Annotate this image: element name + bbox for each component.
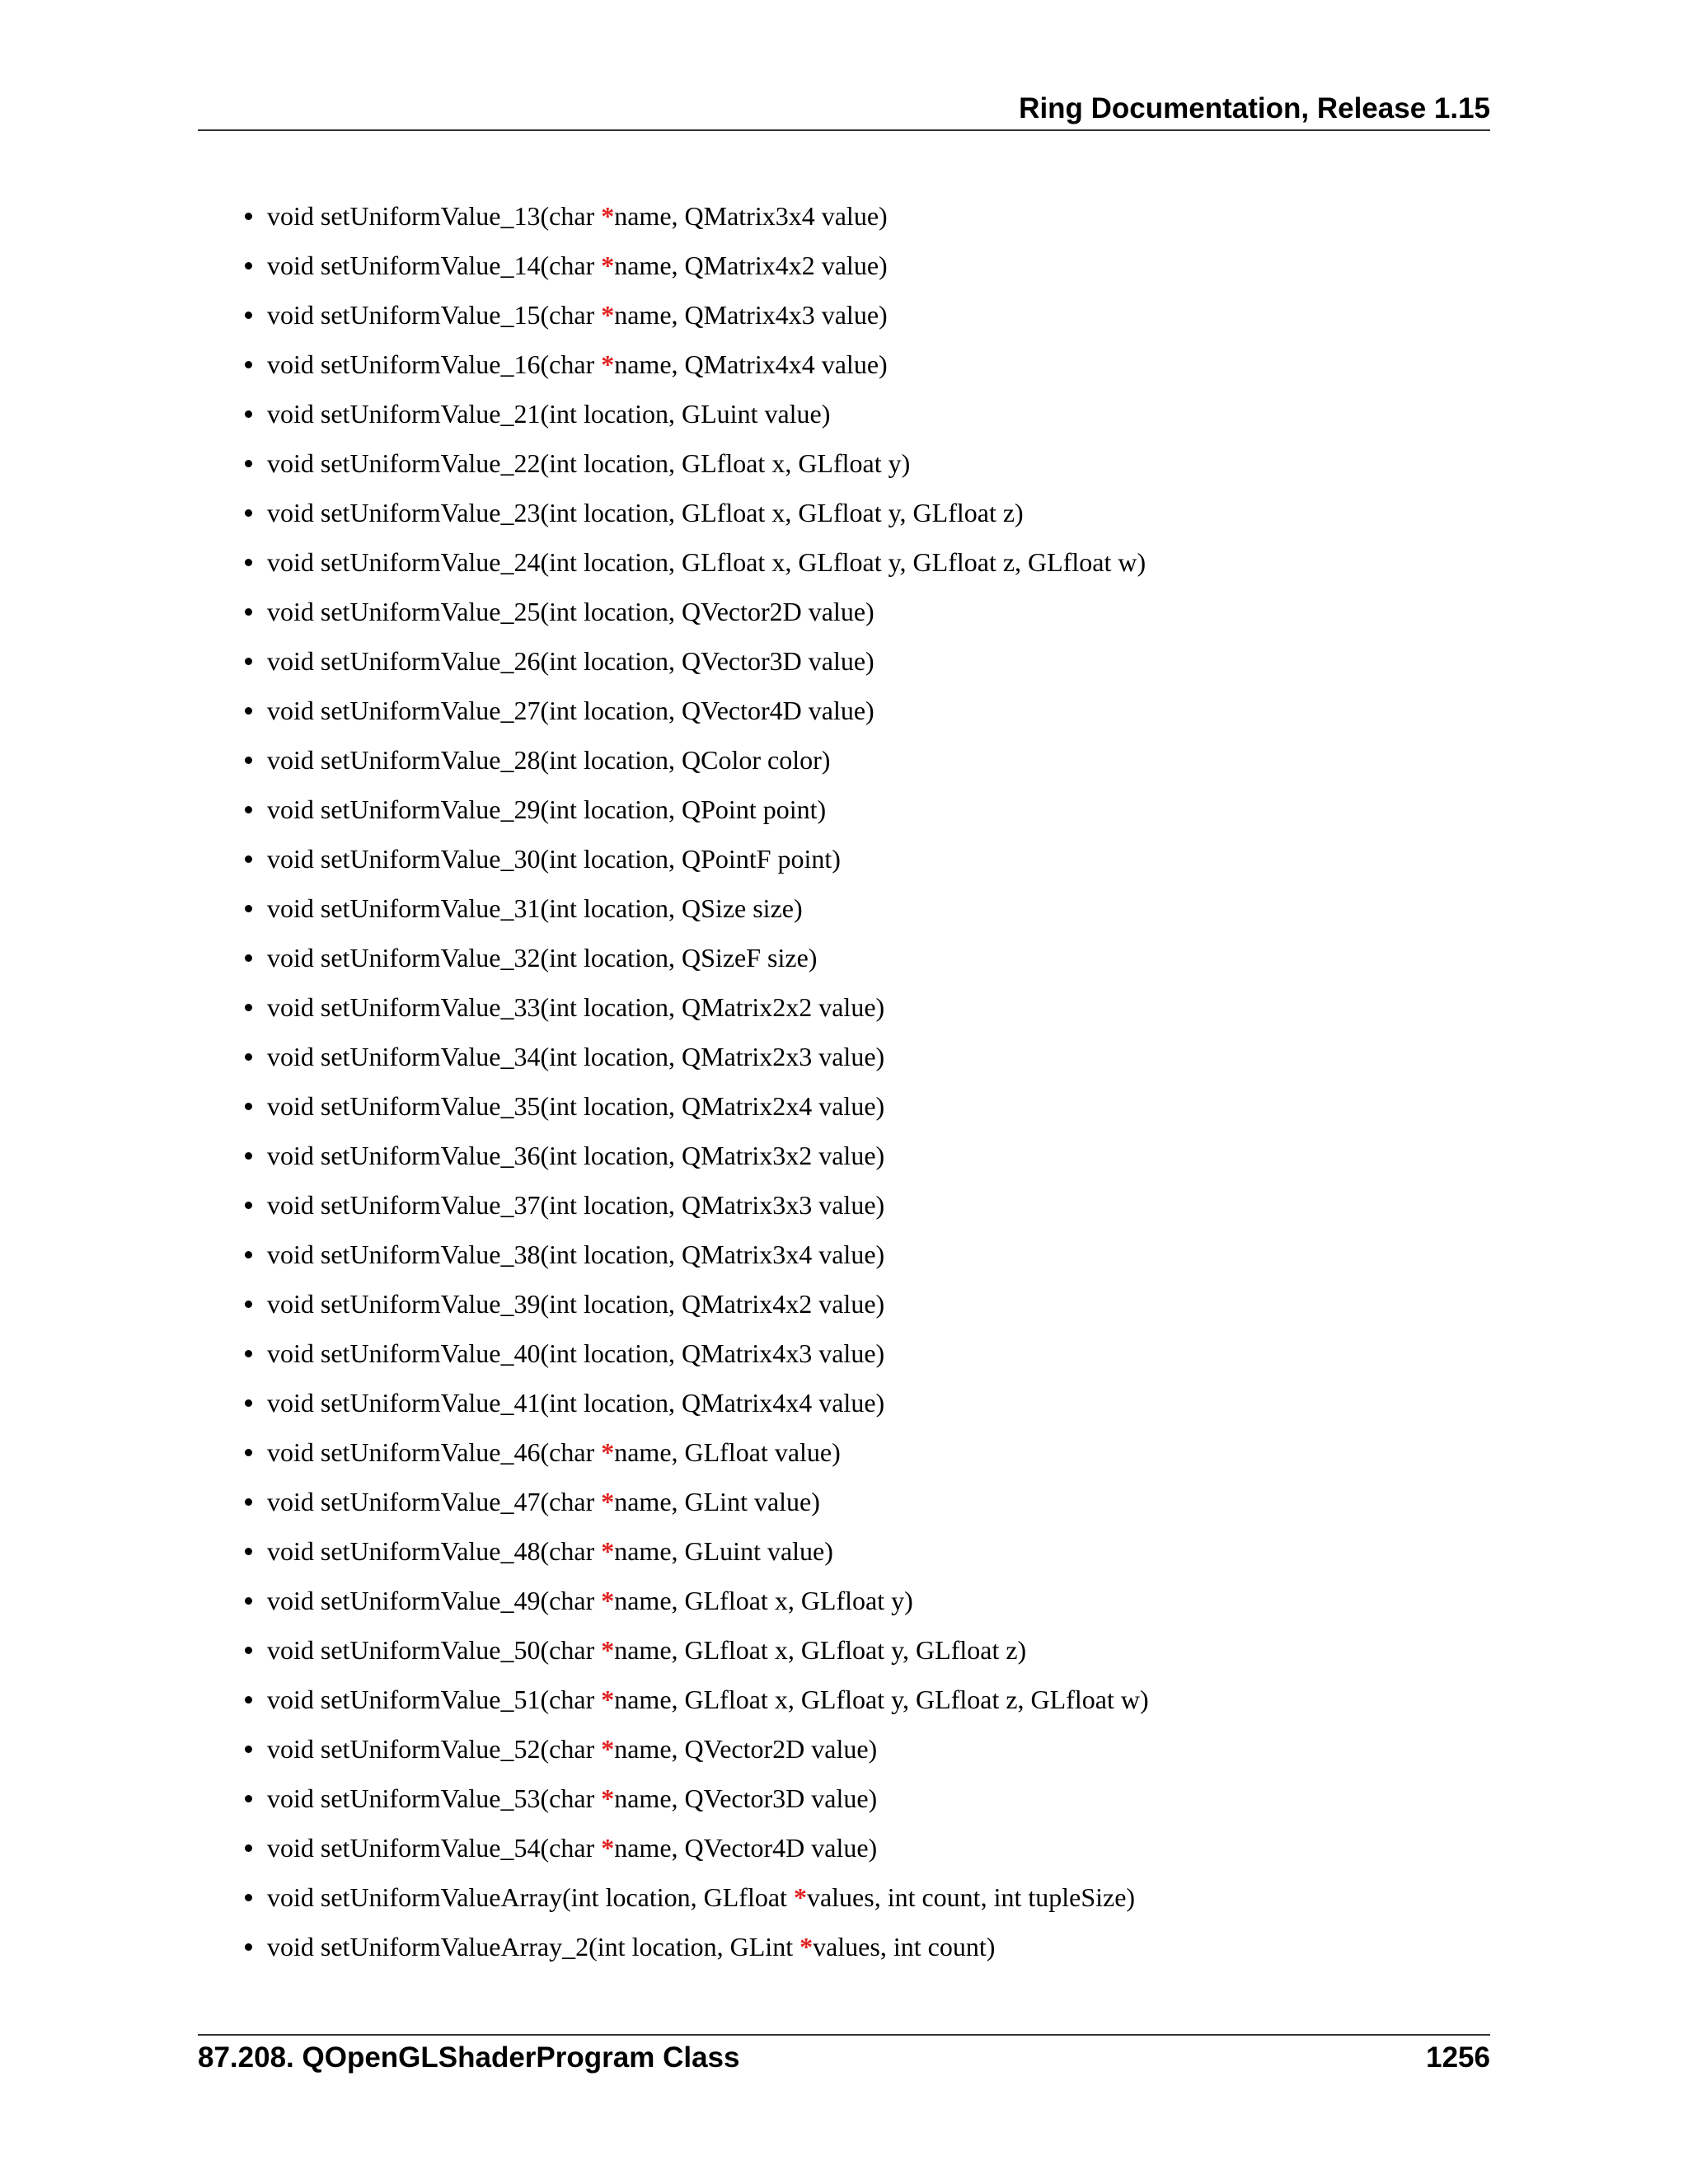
signature-text: void setUniformValue_54(char: [267, 1833, 602, 1863]
bullet-icon: [245, 1795, 252, 1802]
signature-text-rest: name, GLint value): [614, 1487, 820, 1516]
running-header-title: Ring Documentation, Release 1.15: [1019, 92, 1490, 124]
pointer-asterisk: *: [601, 1783, 615, 1813]
signature-text: void setUniformValue_24(int location, GLfloat x, GLfloat y, GLfloat z, GLfloat w): [267, 547, 1146, 577]
pointer-asterisk: *: [601, 1833, 615, 1863]
pointer-asterisk: *: [601, 1437, 615, 1467]
bullet-icon: [245, 460, 252, 467]
bullet-icon: [245, 1597, 252, 1605]
signature-text-rest: name, QMatrix4x2 value): [614, 251, 888, 280]
list-item: [198, 940, 1490, 989]
signature-text: void setUniformValue_32(int location, QSizeF size): [267, 943, 818, 972]
list-item: [198, 494, 1490, 544]
list-item: [198, 1681, 1490, 1731]
signature-text-rest: name, QVector2D value): [614, 1734, 878, 1764]
list-item: [198, 841, 1490, 890]
bullet-icon: [245, 1696, 252, 1704]
signature-text: void setUniformValue_31(int location, QSize size): [267, 893, 803, 923]
list-item: [198, 346, 1490, 396]
list-item: [198, 1582, 1490, 1632]
list-item: [198, 692, 1490, 742]
signature-text: void setUniformValue_35(int location, QMatrix2x4 value): [267, 1091, 885, 1121]
signature-text: void setUniformValue_33(int location, QMatrix2x2 value): [267, 992, 885, 1022]
footer-section-title: 87.208. QOpenGLShaderProgram Class: [198, 2041, 740, 2074]
signature-text-rest: name, GLfloat x, GLfloat y, GLfloat z, GLfloat w): [614, 1685, 1149, 1714]
signature-text: void setUniformValue_25(int location, QVector2D value): [267, 597, 874, 626]
bullet-icon: [245, 1498, 252, 1506]
list-item: [198, 1830, 1490, 1879]
list-item: [198, 1236, 1490, 1286]
bullet-icon: [245, 1399, 252, 1407]
list-item: [198, 890, 1490, 940]
bullet-icon: [245, 1746, 252, 1753]
signature-text: void setUniformValue_15(char: [267, 300, 602, 330]
list-item: [198, 1731, 1490, 1780]
pointer-asterisk: *: [601, 201, 615, 231]
list-item: [198, 989, 1490, 1038]
bullet-icon: [245, 1152, 252, 1160]
signature-text-rest: name, QMatrix4x4 value): [614, 349, 888, 379]
bullet-icon: [245, 658, 252, 665]
pointer-asterisk: *: [601, 1536, 615, 1566]
signature-text: void setUniformValue_36(int location, QMatrix3x2 value): [267, 1141, 885, 1170]
signature-text: void setUniformValue_46(char: [267, 1437, 602, 1467]
pointer-asterisk: *: [601, 1685, 615, 1714]
signature-text: void setUniformValue_13(char: [267, 201, 602, 231]
list-item: [198, 1879, 1490, 1929]
pointer-asterisk: *: [601, 251, 615, 280]
signature-text: void setUniformValue_52(char: [267, 1734, 602, 1764]
list-item: [198, 1038, 1490, 1088]
bullet-icon: [245, 954, 252, 962]
signature-text: void setUniformValue_41(int location, QMatrix4x4 value): [267, 1388, 885, 1418]
bullet-icon: [245, 1301, 252, 1308]
list-item: [198, 1335, 1490, 1385]
list-item: [198, 1632, 1490, 1681]
bullet-icon: [245, 1053, 252, 1061]
signature-text-rest: name, GLuint value): [614, 1536, 833, 1566]
list-item: [198, 1434, 1490, 1483]
bullet-icon: [245, 1647, 252, 1654]
signature-text: void setUniformValue_37(int location, QMatrix3x3 value): [267, 1190, 885, 1220]
signature-text: void setUniformValue_39(int location, QMatrix4x2 value): [267, 1289, 885, 1319]
bullet-icon: [245, 312, 252, 319]
pointer-asterisk: *: [601, 1487, 615, 1516]
signature-text: void setUniformValue_51(char: [267, 1685, 602, 1714]
bullet-icon: [245, 361, 252, 368]
bullet-icon: [245, 262, 252, 269]
bullet-icon: [245, 559, 252, 566]
list-item: [198, 593, 1490, 643]
bullet-icon: [245, 1202, 252, 1209]
bullet-icon: [245, 707, 252, 715]
list-item: [198, 297, 1490, 346]
list-item: [198, 1385, 1490, 1434]
signature-text: void setUniformValue_26(int location, QVector3D value): [267, 646, 874, 676]
bullet-icon: [245, 757, 252, 764]
signature-text-rest: name, QVector4D value): [614, 1833, 878, 1863]
bullet-icon: [245, 1548, 252, 1555]
footer-divider: [198, 2034, 1490, 2036]
function-list: [198, 198, 1490, 1978]
bullet-icon: [245, 855, 252, 863]
signature-text-rest: values, int count, int tupleSize): [806, 1882, 1136, 1912]
list-item: [198, 1137, 1490, 1187]
signature-text: void setUniformValue_40(int location, QMatrix4x3 value): [267, 1338, 885, 1368]
signature-text: void setUniformValue_48(char: [267, 1536, 602, 1566]
bullet-icon: [245, 1894, 252, 1901]
bullet-icon: [245, 410, 252, 418]
pointer-asterisk: *: [601, 300, 615, 330]
signature-text: void setUniformValue_34(int location, QMatrix2x3 value): [267, 1042, 885, 1071]
signature-text-rest: name, QVector3D value): [614, 1783, 878, 1813]
bullet-icon: [245, 905, 252, 912]
signature-text-rest: name, GLfloat x, GLfloat y): [614, 1586, 913, 1615]
list-item: [198, 1533, 1490, 1582]
signature-text: void setUniformValue_30(int location, QPointF point): [267, 844, 841, 874]
bullet-icon: [245, 608, 252, 616]
list-item: [198, 247, 1490, 297]
signature-text-rest: name, GLfloat x, GLfloat y, GLfloat z): [614, 1635, 1027, 1665]
signature-text: void setUniformValue_21(int location, GLuint value): [267, 399, 831, 429]
pointer-asterisk: *: [601, 1635, 615, 1665]
list-item: [198, 544, 1490, 593]
signature-text: void setUniformValue_14(char: [267, 251, 602, 280]
pointer-asterisk: *: [601, 1586, 615, 1615]
page-number: 1256: [1426, 2041, 1490, 2074]
signature-text: void setUniformValue_23(int location, GLfloat x, GLfloat y, GLfloat z): [267, 498, 1024, 527]
list-item: [198, 1187, 1490, 1236]
signature-text: void setUniformValueArray_2(int location, GLint: [267, 1932, 800, 1961]
bullet-icon: [245, 1251, 252, 1258]
pointer-asterisk: *: [601, 349, 615, 379]
signature-text: void setUniformValue_50(char: [267, 1635, 602, 1665]
signature-text: void setUniformValue_28(int location, QColor color): [267, 745, 831, 775]
signature-text: void setUniformValueArray(int location, GLfloat: [267, 1882, 794, 1912]
signature-text-rest: name, QMatrix3x4 value): [614, 201, 888, 231]
bullet-icon: [245, 1004, 252, 1011]
header-divider: [198, 129, 1490, 131]
list-item: [198, 1483, 1490, 1533]
list-item: [198, 1780, 1490, 1830]
signature-text: void setUniformValue_49(char: [267, 1586, 602, 1615]
bullet-icon: [245, 1844, 252, 1852]
list-item: [198, 791, 1490, 841]
bullet-icon: [245, 806, 252, 813]
bullet-icon: [245, 1449, 252, 1456]
signature-text: void setUniformValue_53(char: [267, 1783, 602, 1813]
list-item: [198, 445, 1490, 494]
signature-text: void setUniformValue_38(int location, QMatrix3x4 value): [267, 1240, 885, 1269]
signature-text: void setUniformValue_16(char: [267, 349, 602, 379]
bullet-icon: [245, 1103, 252, 1110]
pointer-asterisk: *: [601, 1734, 615, 1764]
pointer-asterisk: *: [793, 1882, 807, 1912]
list-item: [198, 198, 1490, 247]
bullet-icon: [245, 1943, 252, 1951]
pointer-asterisk: *: [799, 1932, 814, 1961]
signature-text-rest: name, QMatrix4x3 value): [614, 300, 888, 330]
bullet-icon: [245, 213, 252, 220]
signature-text: void setUniformValue_27(int location, QVector4D value): [267, 696, 874, 725]
bullet-icon: [245, 1350, 252, 1357]
signature-text: void setUniformValue_22(int location, GLfloat x, GLfloat y): [267, 448, 911, 478]
list-item: [198, 1088, 1490, 1137]
list-item: [198, 396, 1490, 445]
signature-text-rest: name, GLfloat value): [614, 1437, 841, 1467]
list-item: [198, 742, 1490, 791]
list-item: [198, 1286, 1490, 1335]
list-item: [198, 643, 1490, 692]
signature-text-rest: values, int count): [813, 1932, 996, 1961]
bullet-icon: [245, 509, 252, 517]
list-item: [198, 1929, 1490, 1978]
signature-text: void setUniformValue_47(char: [267, 1487, 602, 1516]
signature-text: void setUniformValue_29(int location, QPoint point): [267, 794, 827, 824]
